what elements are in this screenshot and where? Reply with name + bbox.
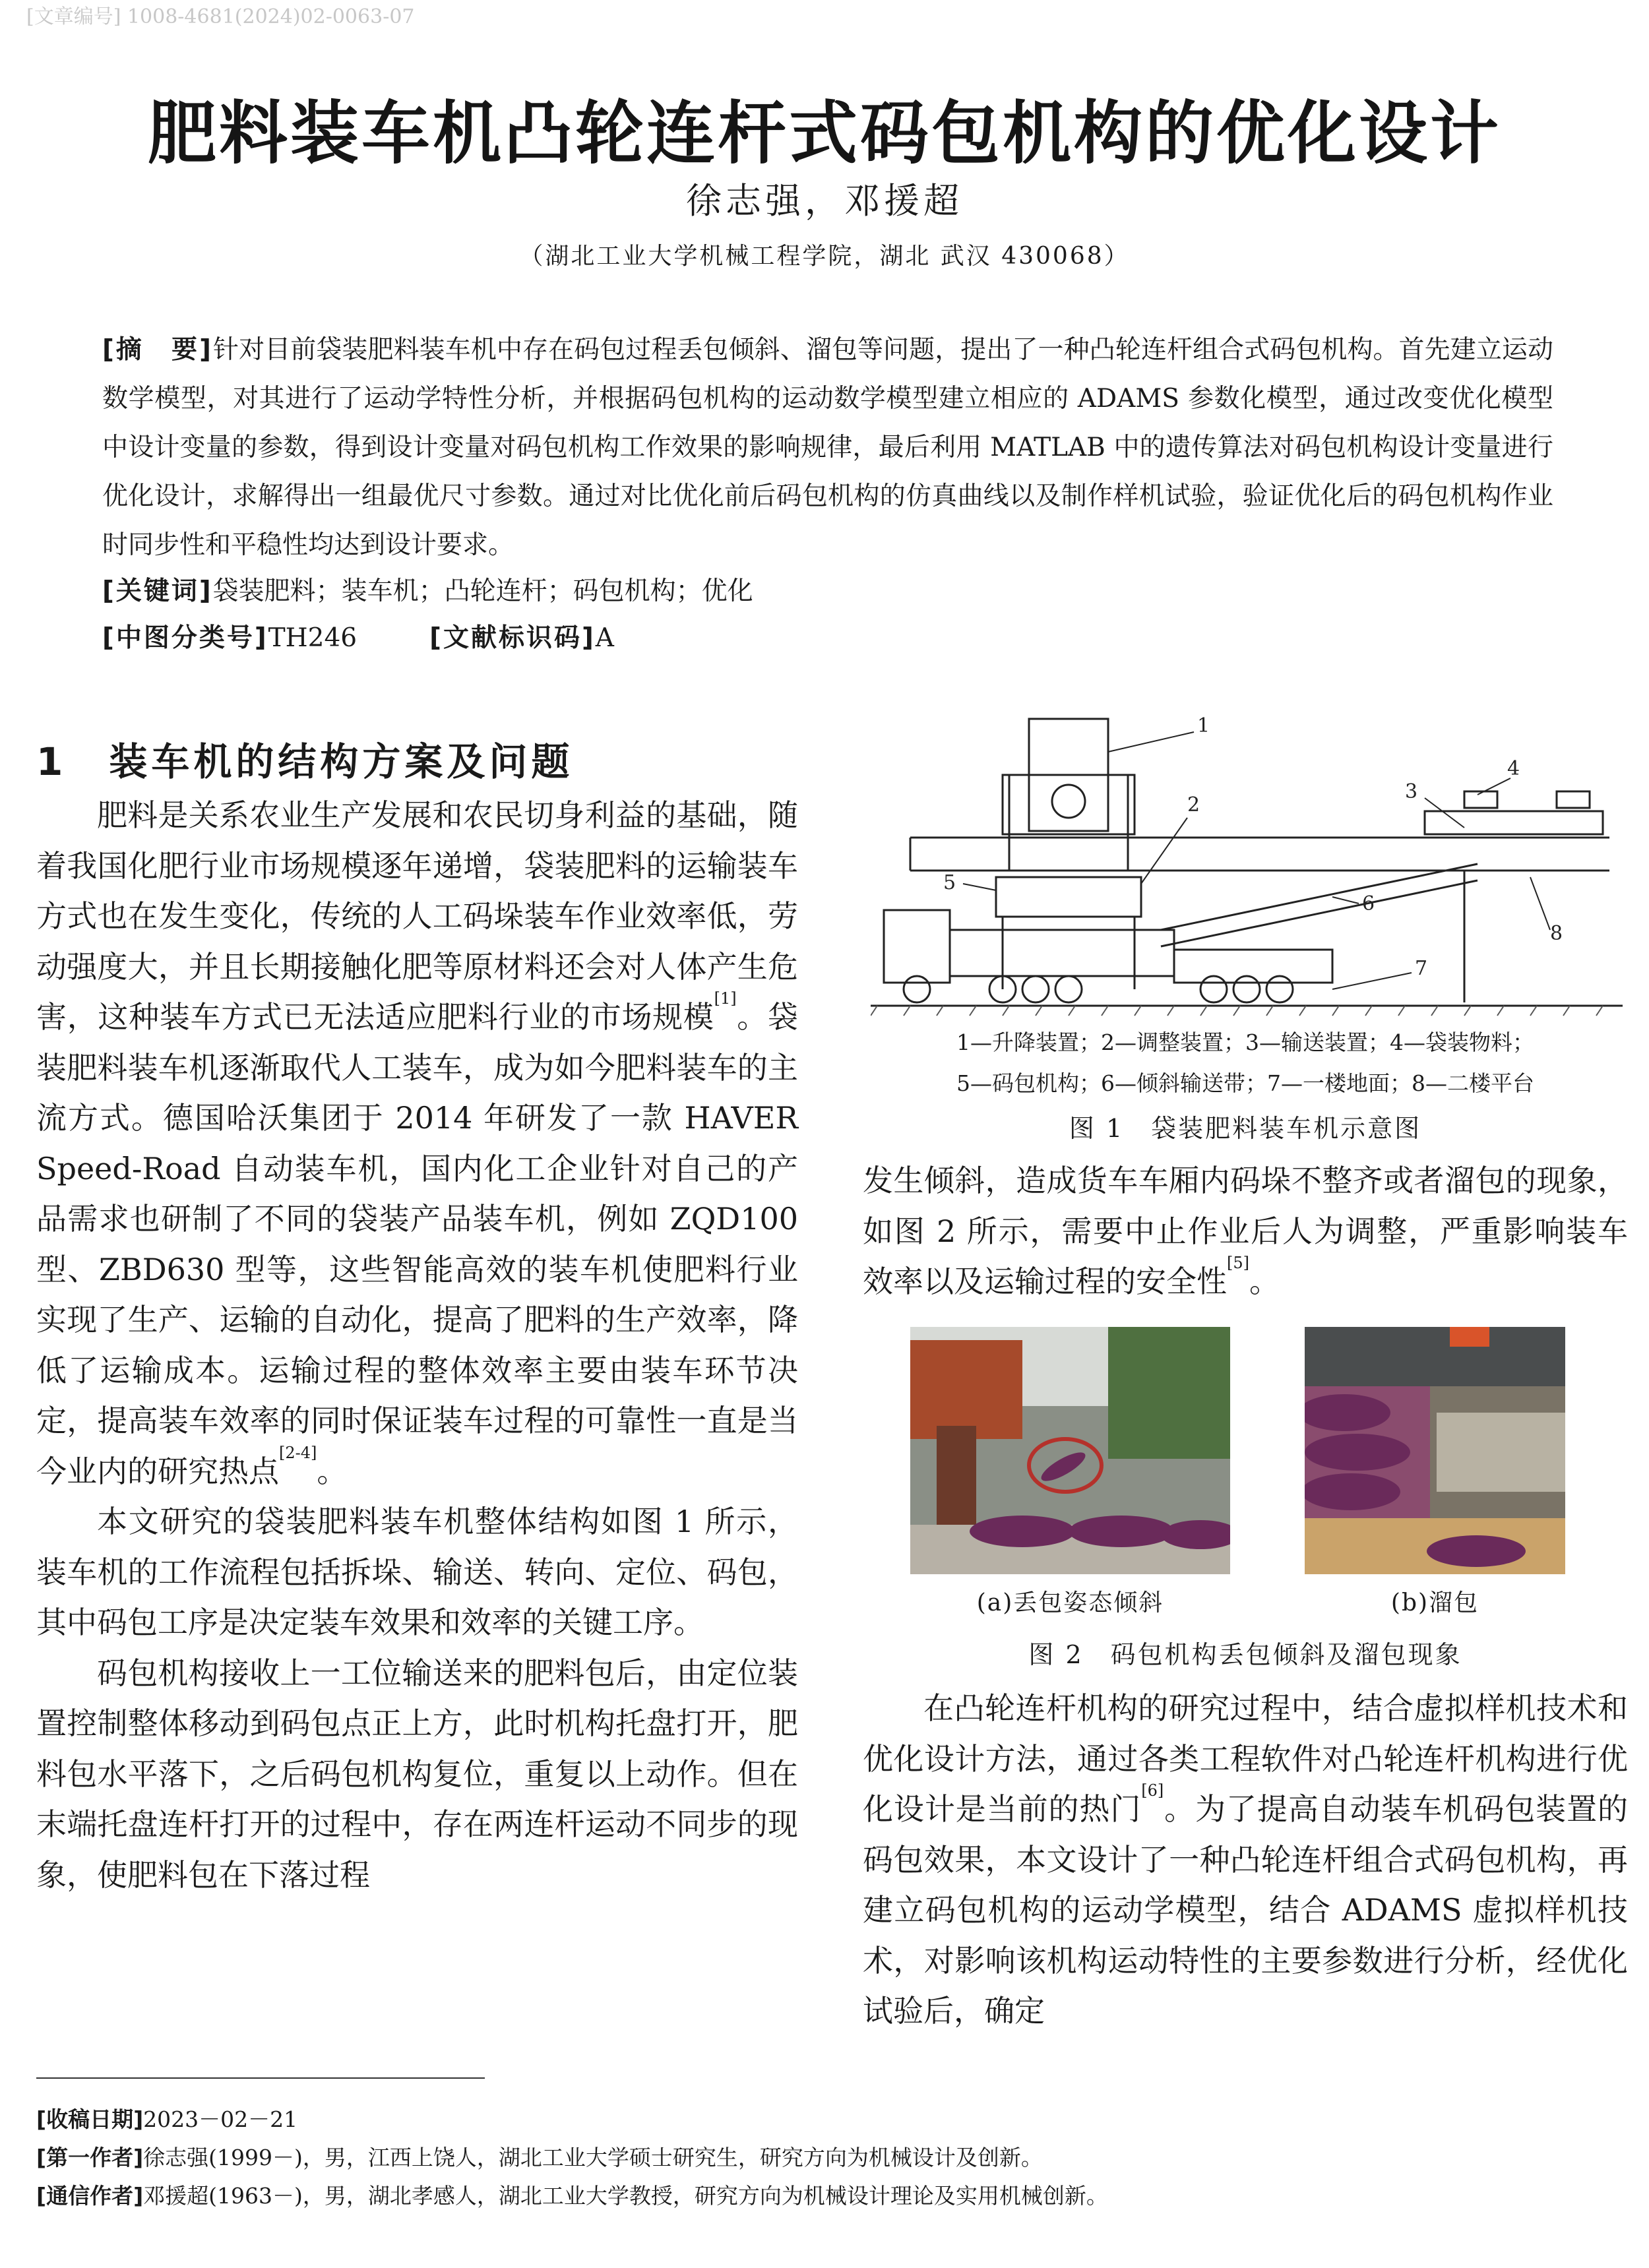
figure2a-photo [910,1327,1230,1574]
citation: [2-4] [279,1443,317,1462]
figure1-legend-line1: 1—升降装置；2—调整装置；3—输送装置；4—袋装物料； [956,1029,1534,1055]
callout-4: 4 [1507,757,1520,780]
doc-code-value: A [595,623,614,653]
paragraph: 发生倾斜，造成货车车厢内码垛不整齐或者溜包的现象，如图 2 所示，需要中止作业后人为调整，严重影响装车效率以及运输过程的安全性[5]。 [863,1163,1628,1299]
figure1-legend-line2: 5—码包机构；6—倾斜输送带；7—一楼地面；8—二楼平台 [956,1070,1534,1096]
right-column-b [863,1683,1628,2037]
callout-2: 2 [1187,793,1200,816]
clc-value: TH246 [268,623,358,653]
authors: 徐志强，邓援超 [686,180,963,222]
doc-code-label: [文献标识码] [429,623,596,653]
abstract [102,326,1553,570]
callout-8: 8 [1550,922,1563,945]
keywords-text: 袋装肥料；装车机；凸轮连杆；码包机构；优化 [212,576,753,606]
figure2-caption: 图 2 码包机构丢包倾斜及溜包现象 [1028,1640,1462,1669]
paragraph: 本文研究的袋装肥料装车机整体结构如图 1 所示，装车机的工作流程包括拆垛、输送、转向、定位、码包，其中码包工序是决定装车效果和效率的关键工序。 [36,1504,798,1640]
classification-line [102,617,614,654]
figure2b-label: (b)溜包 [1390,1589,1479,1616]
footnote-received: [收稿日期]2023－02－21 [36,2106,298,2132]
abstract-text: 针对目前袋装肥料装车机中存在码包过程丢包倾斜、溜包等问题，提出了一种凸轮连杆组合式码包机构。首先建立运动数学模型，对其进行了运动学特性分析，并根据码包机构的运动数学模型建立相应的 ADAMS 参数化模型，通过改变优化模型中设计变量的参数，得到设计变量对码包机构工作效果的影响规律，最后利用 MATLAB 中的遗传算法对码包机构设计变量进行优化设计，求解得出一组最优尺寸参数。通过对比优化前后码包机构的仿真曲线以及制作样机试验，验证优化后的码包机构作业时同步性和平稳性均达到设计要求。 [102,335,1553,560]
affiliation: （湖北工业大学机械工程学院，湖北 武汉 430068） [519,243,1130,270]
article-number: [文章编号] 1008-4681(2024)02-0063-07 [26,5,415,28]
callout-6: 6 [1362,892,1375,915]
abstract-label: [摘 要] [102,335,213,365]
citation: [5] [1227,1254,1249,1272]
callout-7: 7 [1415,957,1428,980]
footnote-first-author: [第一作者]徐志强(1999－)，男，江西上饶人，湖北工业大学硕士研究生，研究方向为机械设计及创新。 [36,2145,1043,2170]
paper-title: 肥料装车机凸轮连杆式码包机构的优化设计 [147,92,1501,173]
figure1-schematic [871,712,1623,1022]
paragraph: 肥料是关系农业生产发展和农民切身利益的基础，随着我国化肥行业市场规模逐年递增，袋装肥料的运输装车方式也在发生变化，传统的人工码垛装车作业效率低，劳动强度大，并且长期接触化肥等原材料还会对人体产生危害，这种装车方式已无法适应肥料行业的市场规模[1]。袋装肥料装车机逐渐取代人工装车，成为如今肥料装车的主流方式。德国哈沃集团于 2014 年研发了一款 HAVER Speed-Road 自动装车机，国内化工企业针对自己的产品需求也研制了不同的袋装产品装车机，例如 ZQD100 型、ZBD630 型等，这些智能高效的装车机使肥料行业实现了生产、运输的自动化，提高了肥料的生产效率，降低了运输成本。运输过程的整体效率主要由装车环节决定，提高装车效率的同时保证装车过程的可靠性一直是当今业内的研究热点[2-4]。 [36,797,799,1489]
callout-5: 5 [943,871,956,894]
citation: [6] [1141,1781,1164,1800]
keywords [102,570,753,607]
callout-3: 3 [1405,780,1418,803]
paragraph: 在凸轮连杆机构的研究过程中，结合虚拟样机技术和优化设计方法，通过各类工程软件对凸轮连杆机构进行优化设计是当前的热门[6]。为了提高自动装车机码包装置的码包效果，本文设计了一种凸轮连杆组合式码包机构，再建立码包机构的运动学模型，结合 ADAMS 虚拟样机技术，对影响该机构运动特性的主要参数进行分析，经优化试验后，确定 [863,1690,1629,2029]
figure1-caption: 图 1 袋装肥料装车机示意图 [1069,1114,1422,1143]
callout-1: 1 [1197,714,1210,737]
section-heading: 1 装车机的结构方案及问题 [36,739,574,784]
citation: [1] [714,989,737,1008]
paragraph: 码包机构接收上一工位输送来的肥料包后，由定位装置控制整体移动到码包点正上方，此时机构托盘打开，肥料包水平落下，之后码包机构复位，重复以上动作。但在末端托盘连杆打开的过程中，存在两连杆运动不同步的现象，使肥料包在下落过程 [36,1655,798,1893]
footnote-rule [36,2077,485,2079]
figure2b-photo [1305,1327,1565,1574]
right-column-a [863,1155,1628,1307]
clc-label: [中图分类号] [102,623,268,653]
left-column [36,790,798,1900]
figure2a-label: (a)丢包姿态倾斜 [976,1589,1164,1616]
keywords-label: [关键词] [102,576,213,606]
footnote-corresponding-author: [通信作者]邓援超(1963－)，男，湖北孝感人，湖北工业大学教授，研究方向为机械设计理论及实用机械创新。 [36,2183,1108,2209]
